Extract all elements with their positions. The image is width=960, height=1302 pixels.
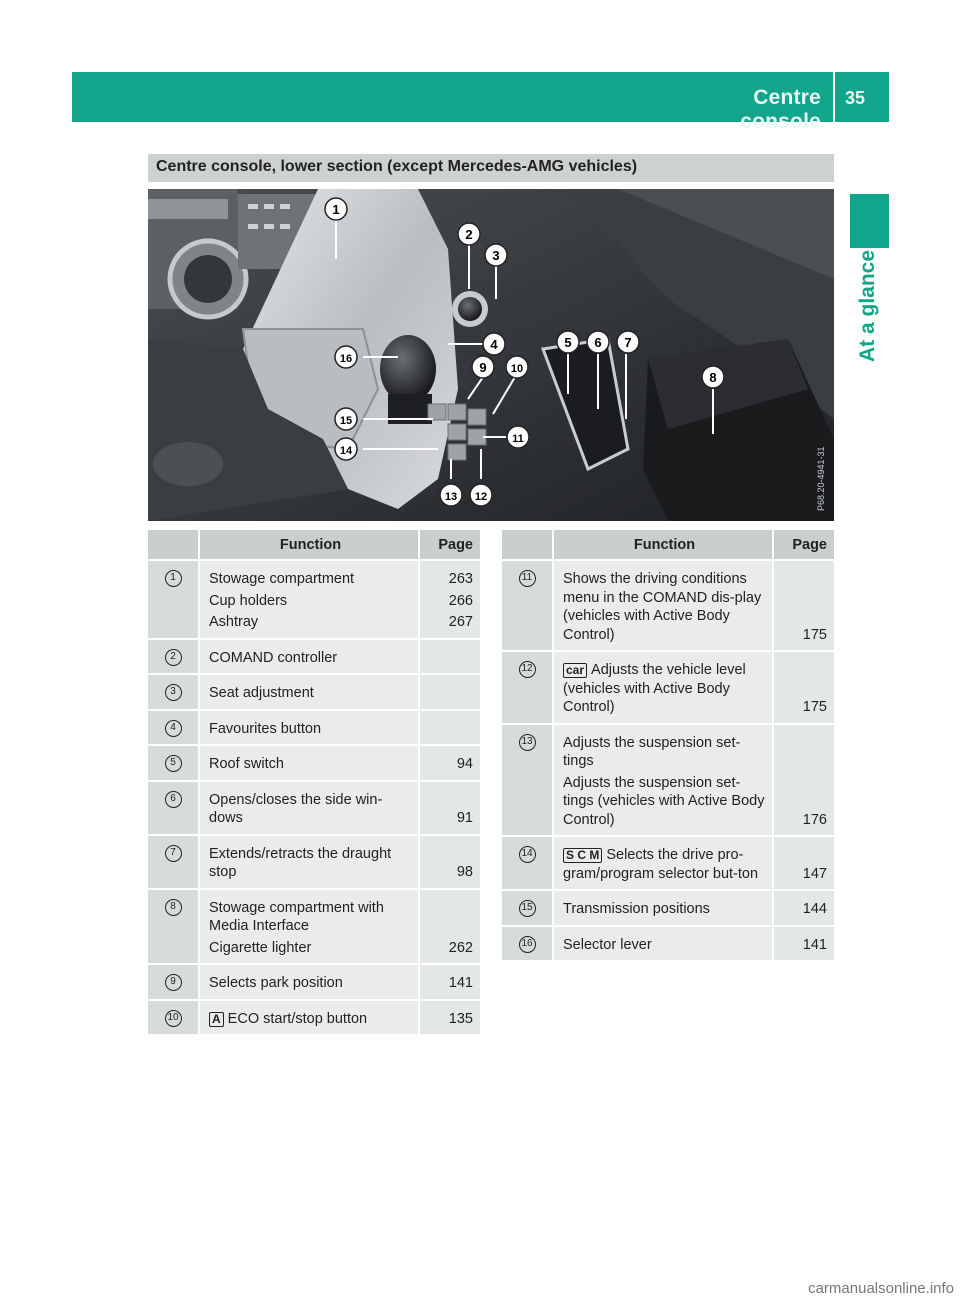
control-symbol-icon: S C M: [563, 848, 602, 863]
function-label: Adjusts the vehicle level (vehicles with Active Body Control): [563, 662, 746, 715]
table-row: [148, 836, 480, 888]
item-number: 11: [519, 570, 536, 587]
page-reference[interactable]: 98: [456, 864, 473, 880]
function-text: [209, 613, 412, 632]
item-number: 10: [165, 1010, 182, 1027]
page-reference[interactable]: 141: [802, 936, 827, 953]
function-label: Ashtray: [209, 614, 259, 630]
item-number: 13: [519, 734, 536, 751]
item-number: 7: [165, 845, 182, 862]
function-text: [209, 845, 412, 882]
function-text: [563, 774, 766, 830]
callout-13: [440, 484, 462, 506]
function-text: [209, 899, 412, 936]
function-text: [209, 570, 412, 589]
function-text: [209, 1010, 412, 1029]
function-label: COMAND controller: [209, 649, 338, 666]
function-text: [563, 936, 766, 955]
svg-text:8: 8: [709, 370, 717, 385]
function-label: Cup holders: [209, 592, 288, 609]
table-row: [502, 561, 834, 650]
footer-watermark: carmanualsonline.info: [808, 1280, 954, 1297]
function-label: ECO start/stop button: [227, 1010, 368, 1027]
callout-11: [507, 426, 529, 448]
svg-text:16: 16: [339, 353, 353, 365]
callout-2: [458, 223, 480, 245]
function-text: [209, 791, 412, 828]
page-reference[interactable]: 175: [802, 626, 827, 643]
callout-3: [485, 244, 507, 266]
table-row: [148, 890, 480, 964]
header-title: Centre console: [740, 86, 821, 133]
item-number: 2: [165, 649, 182, 666]
function-text: [209, 720, 412, 739]
table-row: [148, 711, 480, 745]
table-row: [502, 927, 834, 961]
svg-text:3: 3: [492, 248, 500, 263]
table-row: [148, 561, 480, 638]
function-label: Selects park position: [209, 975, 343, 991]
callout-7: [617, 331, 639, 353]
page-reference[interactable]: 94: [456, 756, 473, 772]
function-label: Extends/retracts the draught stop: [209, 845, 392, 880]
function-label: Adjusts the suspension set-tings: [563, 734, 741, 769]
function-text: [563, 661, 766, 717]
table-row: [148, 640, 480, 674]
callout-1: [325, 198, 347, 220]
function-text: [563, 846, 766, 883]
item-number: 1: [165, 570, 182, 587]
item-number: 8: [165, 899, 182, 916]
function-text: [209, 684, 412, 703]
table-header-row: [148, 530, 480, 559]
item-number: 3: [165, 684, 182, 701]
header-function: Function: [554, 530, 772, 559]
item-number: 15: [519, 900, 536, 917]
svg-text:4: 4: [490, 337, 498, 352]
function-label: Cigarette lighter: [209, 939, 312, 956]
callout-16: [335, 346, 357, 368]
page-reference[interactable]: 175: [802, 699, 827, 715]
table-row: [502, 725, 834, 836]
page-reference[interactable]: 263: [448, 571, 473, 587]
function-label: Favourites button: [209, 720, 322, 737]
function-label: Adjusts the suspension set-tings (vehicles with Active Body Control): [563, 774, 765, 828]
function-text: [563, 900, 766, 919]
function-table-right: [502, 530, 834, 962]
page-reference[interactable]: 91: [456, 810, 473, 826]
function-text: [209, 755, 412, 774]
header-page: Page: [420, 530, 480, 559]
item-number: 9: [165, 974, 182, 991]
svg-text:15: 15: [339, 415, 353, 427]
callout-12: [470, 484, 492, 506]
callout-10: [506, 356, 528, 378]
section-title: Centre console, lower section (except Mercedes-AMG vehicles): [148, 154, 834, 182]
page-reference[interactable]: 267: [448, 614, 473, 630]
item-number: 12: [519, 661, 536, 678]
header-page: Page: [774, 530, 834, 559]
page-number: 35: [845, 88, 866, 108]
svg-text:1: 1: [332, 202, 340, 217]
function-text: [209, 592, 412, 611]
svg-text:2: 2: [465, 227, 473, 242]
svg-text:5: 5: [564, 335, 572, 350]
callout-5: [557, 331, 579, 353]
function-table-left: [148, 530, 480, 1036]
image-code: P68.20-4941-31: [816, 446, 826, 511]
page-reference[interactable]: 147: [802, 865, 827, 882]
table-row: [502, 891, 834, 925]
item-number: 14: [519, 846, 536, 863]
header-function: Function: [200, 530, 418, 559]
centre-console-photo: [148, 189, 834, 521]
function-label: Transmission positions: [563, 901, 710, 917]
side-label: At a glance: [856, 249, 879, 362]
function-text: [563, 734, 766, 771]
table-row: [148, 746, 480, 780]
svg-text:11: 11: [512, 433, 524, 445]
function-label: Selects the drive pro-gram/program selector but-ton: [563, 847, 759, 882]
callout-4: [483, 333, 505, 355]
callout-14: [335, 438, 357, 460]
svg-text:13: 13: [444, 491, 458, 503]
control-symbol-icon: car: [563, 663, 587, 678]
item-number: 6: [165, 791, 182, 808]
table-row: [148, 675, 480, 709]
control-symbol-icon: A: [209, 1012, 224, 1027]
svg-text:7: 7: [624, 335, 632, 350]
function-text: [209, 939, 412, 958]
svg-text:12: 12: [474, 491, 488, 503]
item-number: 4: [165, 720, 182, 737]
callout-9: [472, 356, 494, 378]
item-number: 16: [519, 936, 536, 953]
function-text: [563, 570, 766, 644]
function-label: Selector lever: [563, 936, 652, 953]
svg-text:14: 14: [339, 445, 353, 457]
page-reference[interactable]: 266: [448, 592, 473, 609]
page-reference[interactable]: 135: [448, 1010, 473, 1027]
svg-text:6: 6: [594, 335, 602, 350]
table-header-row: [502, 530, 834, 559]
table-row: [148, 965, 480, 999]
function-label: Stowage compartment with Media Interface: [209, 899, 384, 934]
header-divider: [833, 72, 835, 122]
page-reference[interactable]: 141: [448, 975, 473, 991]
function-label: Seat adjustment: [209, 685, 314, 701]
table-row: [502, 652, 834, 723]
function-label: Shows the driving conditions menu in the COMAND dis-play (vehicles with Active Body Control): [563, 571, 762, 643]
page-reference[interactable]: 144: [802, 901, 827, 917]
page-reference[interactable]: 262: [448, 939, 473, 956]
function-label: Stowage compartment: [209, 571, 355, 587]
function-label: Opens/closes the side win-dows: [209, 791, 383, 826]
callout-15: [335, 408, 357, 430]
table-row: [148, 782, 480, 834]
svg-text:10: 10: [510, 363, 524, 375]
table-row: [502, 837, 834, 889]
function-text: [209, 649, 412, 668]
item-number: 5: [165, 755, 182, 772]
table-row: [148, 1001, 480, 1035]
function-text: [209, 974, 412, 993]
function-label: Roof switch: [209, 756, 284, 772]
page-reference[interactable]: 176: [802, 811, 827, 828]
callout-8: [702, 366, 724, 388]
callout-6: [587, 331, 609, 353]
svg-text:9: 9: [479, 360, 487, 375]
